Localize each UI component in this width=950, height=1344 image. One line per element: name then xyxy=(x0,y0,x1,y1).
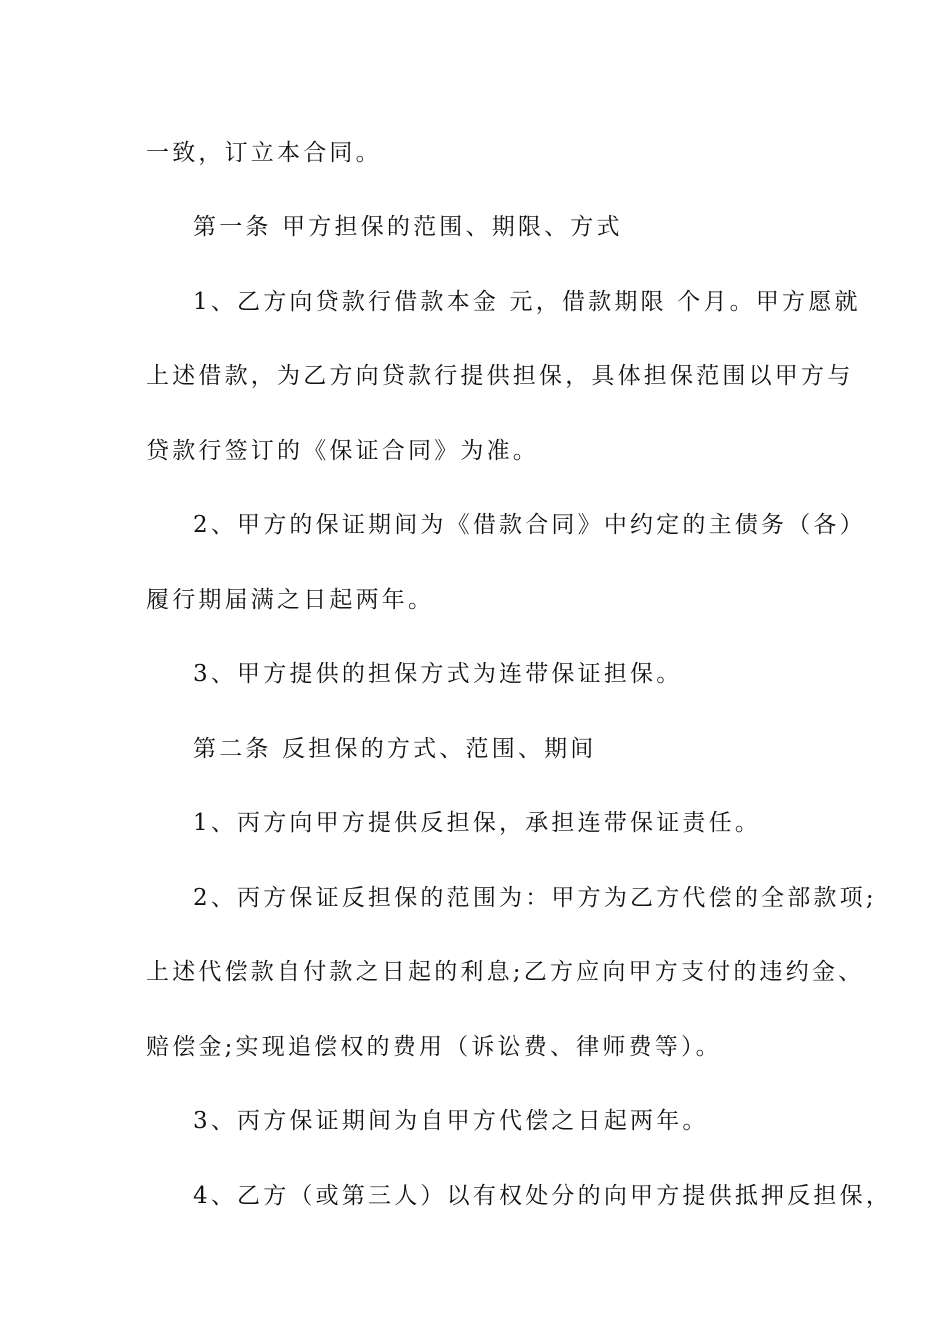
clause-1-3: 3、甲方提供的担保方式为连带保证担保。 xyxy=(193,661,683,687)
clause-1-1-line-3: 贷款行签订的《保证合同》为准。 xyxy=(146,438,539,464)
clause-2-3: 3、丙方保证期间为自甲方代偿之日起两年。 xyxy=(193,1108,709,1134)
article-1-heading: 第一条 甲方担保的范围、期限、方式 xyxy=(193,214,623,240)
text-line-continuation: 一致，订立本合同。 xyxy=(146,140,382,166)
clause-1-2-line-1: 2、甲方的保证期间为《借款合同》中约定的主债务（各） xyxy=(193,512,866,538)
clause-2-2-line-2: 上述代偿款自付款之日起的利息;乙方应向甲方支付的违约金、 xyxy=(146,959,865,985)
clause-1-2-line-2: 履行期届满之日起两年。 xyxy=(146,587,435,613)
clause-1-1-line-1: 1、乙方向贷款行借款本金 元，借款期限 个月。甲方愿就 xyxy=(193,289,861,315)
clause-2-1: 1、丙方向甲方提供反担保，承担连带保证责任。 xyxy=(193,810,762,836)
clause-2-2-line-3: 赔偿金;实现追偿权的费用（诉讼费、律师费等）。 xyxy=(146,1034,722,1060)
clause-2-4-line-1: 4、乙方（或第三人）以有权处分的向甲方提供抵押反担保， xyxy=(193,1183,893,1209)
article-2-heading: 第二条 反担保的方式、范围、期间 xyxy=(193,736,597,762)
clause-1-1-line-2: 上述借款，为乙方向贷款行提供担保，具体担保范围以甲方与 xyxy=(146,363,854,389)
clause-2-2-line-1: 2、丙方保证反担保的范围为：甲方为乙方代偿的全部款项; xyxy=(193,885,877,911)
